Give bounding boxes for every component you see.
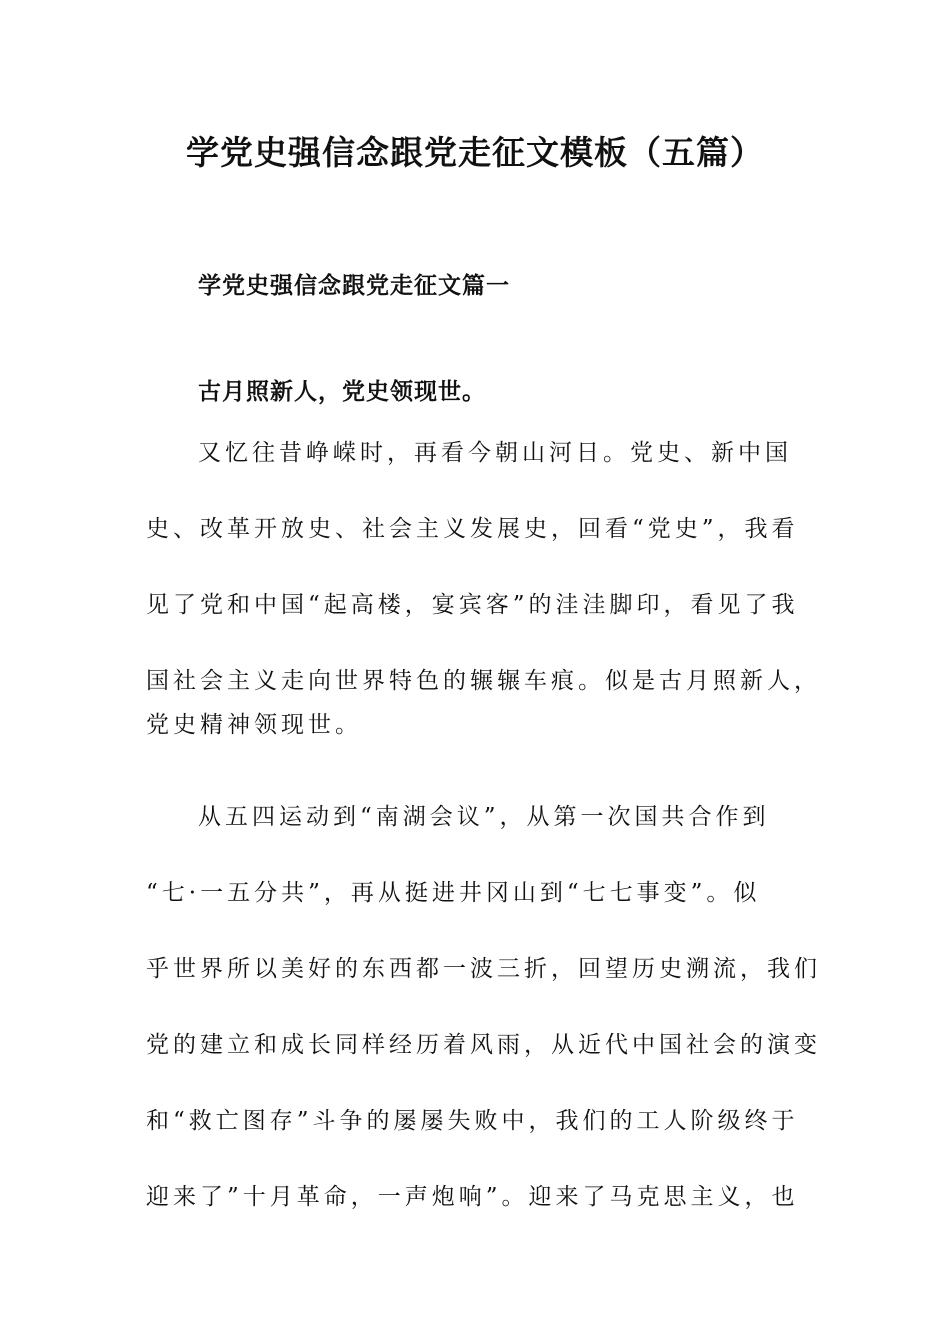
- paragraph-line: 从五四运动到“南湖会议”，从第一次国共合作到: [198, 804, 770, 830]
- paragraph-line: 和“救亡图存”斗争的屡屡失败中，我们的工人阶级终于: [146, 1108, 799, 1134]
- paragraph-line: 迎来了”十月革命，一声炮响”。迎来了马克思主义，也: [146, 1184, 799, 1210]
- paragraph-line: 乎世界所以美好的东西都一波三折，回望历史溯流，我们: [146, 956, 821, 982]
- paragraph-line: 党的建立和成长同样经历着风雨，从近代中国社会的演变: [146, 1032, 821, 1058]
- paragraph-line: 见了党和中国“起高楼，宴宾客”的洼洼脚印，看见了我: [146, 592, 799, 618]
- document-title: 学党史强信念跟党走征文模板（五篇）: [186, 133, 764, 172]
- section-heading: 学党史强信念跟党走征文篇一: [198, 273, 510, 299]
- paragraph-line: 国社会主义走向世界特色的辗辗车痕。似是古月照新人，: [146, 668, 821, 694]
- paragraph-line: 史、改革开放史、社会主义发展史，回看“党史”，我看: [146, 516, 799, 542]
- lead-sentence: 古月照新人，党史领现世。: [198, 379, 486, 405]
- paragraph-line: 党史精神领现世。: [146, 712, 362, 738]
- paragraph-line: 又忆往昔峥嵘时，再看今朝山河日。党史、新中国: [198, 440, 792, 466]
- paragraph-line: “七·一五分共”，再从挺进井冈山到“七七事变”。似: [146, 880, 761, 906]
